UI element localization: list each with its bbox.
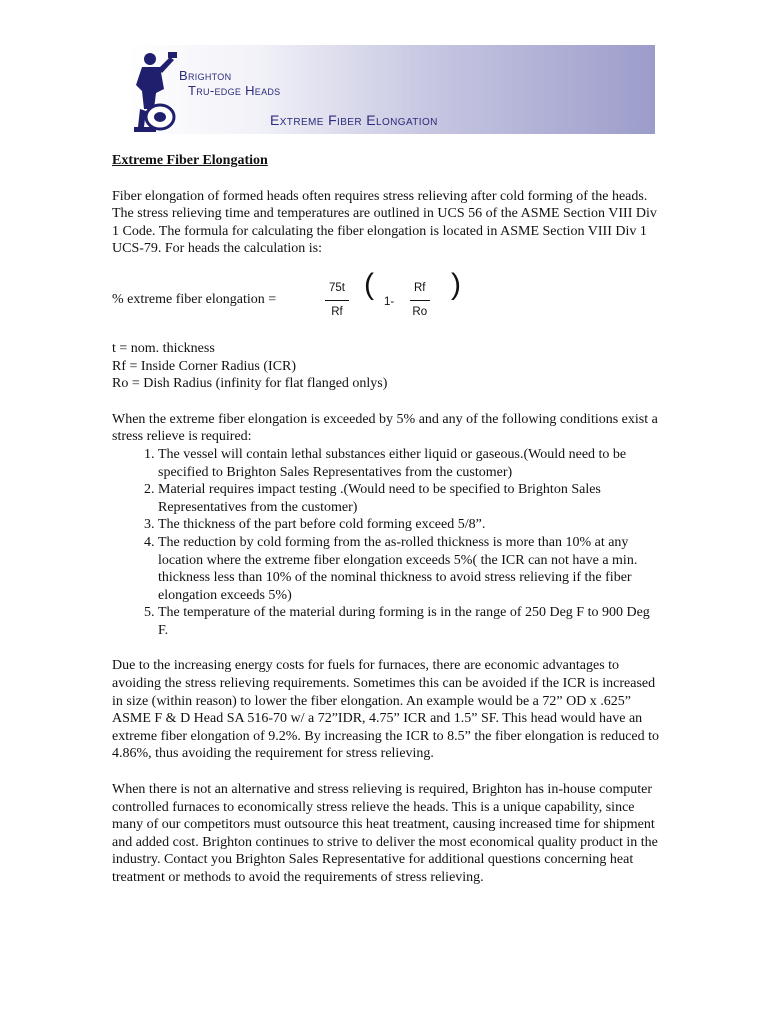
header-banner [128, 45, 655, 134]
fraction-2-denominator: Ro [412, 305, 428, 318]
elongation-formula [112, 267, 660, 324]
close-parenthesis: ) [451, 267, 461, 301]
fraction-1-numerator: 75t [325, 280, 349, 301]
definition-item: t = nom. thickness [112, 340, 215, 356]
open-parenthesis: ( [364, 267, 374, 301]
condition-item: 4. The reduction by cold forming from the as-rolled thickness is more than 10% at any location where the extreme fiber elongation exceeds 5%( the ICR can not have a min. thickness less than 10% of the nominal thickness to avoid stress relieving if the fiber elongation exceeds 5%) [158, 534, 660, 604]
fraction-2-numerator: Rf [410, 280, 430, 301]
intro-paragraph: Fiber elongation of formed heads often requires stress relieving after cold forming of the heads. The stress relieving time and temperatures are outlined in UCS 56 of the ASME Section VIII Div 1 Code. The formula for calculating the fiber elongation is located in ASME Section VIII Div 1 UCS-79. For heads the calculation is: [112, 188, 657, 257]
conditions-list [112, 446, 660, 640]
brand-name: Brighton [179, 68, 232, 83]
formula-fraction-2 [410, 280, 430, 321]
document-body [112, 152, 660, 905]
blacksmith-logo-icon [130, 49, 178, 133]
condition-item: 2. Material requires impact testing .(Would need to be specified to Brighton Sales Representatives from the customer) [158, 481, 660, 516]
energy-paragraph: Due to the increasing energy costs for fuels for furnaces, there are economic advantages to avoiding the stress relieving requirements. Sometimes this can be avoided if the ICR is increased in size (within reason) to lower the fiber elongation. An example would be a 72” OD x .625” ASME F & D Head SA 516-70 w/ a 72”IDR, 4.75” ICR and 1.5” SF. This head would have an extreme fiber elongation of 9.2%. By increasing the ICR to 8.5” the fiber elongation is reduced to 4.86%, thus avoiding the requirement for stress relieving. [112, 658, 660, 762]
condition-item: 1. The vessel will contain lethal substances either liquid or gaseous.(Would need to be specified to Brighton Sales Representatives from the customer) [158, 446, 660, 481]
banner-title: Extreme Fiber Elongation [270, 112, 438, 128]
brand-tagline: Tru-edge Heads [188, 83, 281, 98]
condition-item: 5. The temperature of the material during forming is in the range of 250 Deg F to 900 Deg F. [158, 604, 660, 639]
formula-label: % extreme fiber elongation = [112, 291, 277, 307]
document-heading: Extreme Fiber Elongation [112, 153, 268, 168]
inhouse-paragraph: When there is not an alternative and stress relieving is required, Brighton has in-house computer controlled furnaces to economically stress relieve the heads. This is a unique capability, since many of our competitors must outsource this heat treatment, causing increased time for shipment and added cost. Brighton continues to strive to deliver the most economical quality product in the industry. Contact you Brighton Sales Representative for additional questions concerning heat treatment or methods to avoid the requirements of stress relieving. [112, 782, 658, 885]
variable-definitions [112, 340, 660, 393]
conditions-intro: When the extreme fiber elongation is exceeded by 5% and any of the following conditions exist a stress relieve is required: [112, 411, 658, 445]
fraction-1-denominator: Rf [331, 305, 343, 318]
definition-item: Rf = Inside Corner Radius (ICR) [112, 358, 297, 374]
formula-fraction-1 [325, 280, 349, 321]
definition-item: Ro = Dish Radius (infinity for flat flanged onlys) [112, 376, 388, 392]
condition-item: 3. The thickness of the part before cold forming exceed 5/8”. [158, 516, 660, 534]
one-minus: 1- [384, 295, 395, 308]
